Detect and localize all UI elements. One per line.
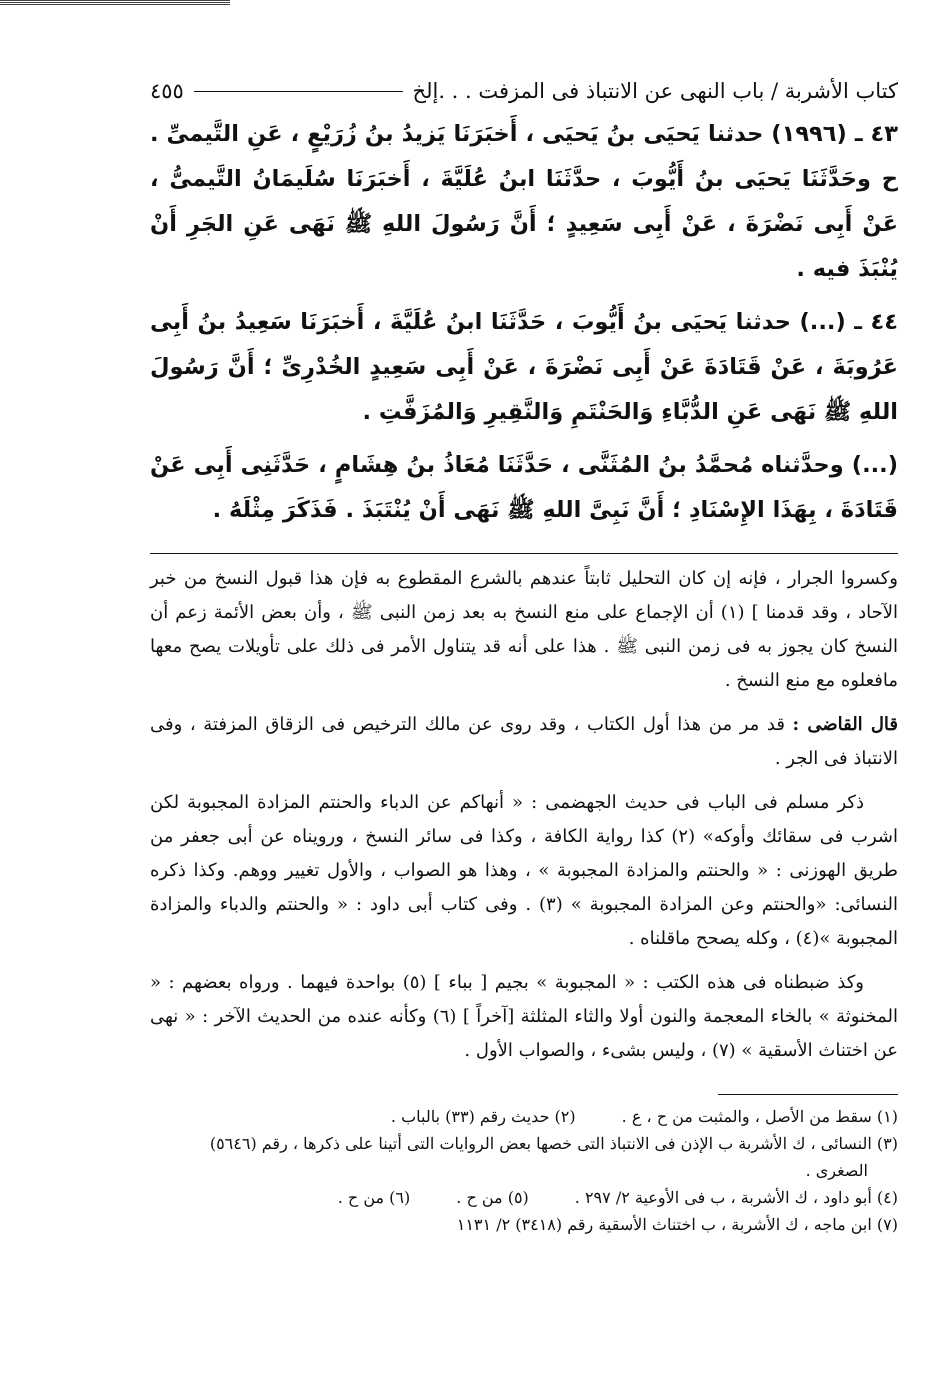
commentary-paragraph-2 — [150, 708, 898, 776]
footnote-3-continuation: الصغرى . — [805, 1161, 868, 1180]
footnotes — [150, 1103, 898, 1238]
commentary-paragraph-3: ذكر مسلم فى الباب فى حديث الجهضمى : « أنهاكم عن الدباء والحنتم المزادة المجبوبة لكن اشرب فى سقائك وأوكه» (٢) كذا رواية الكافة ، وكذا فى سائر النسخ ، ورويناه عن أبى جعفر من طريق الهوزنى : « والحنتم والمزادة المجبوبة » ، وهذا هو الصواب ، والأول تغيير ووهم. وكذا ذكره النسائى: «والحنتم وعن المزادة المجبوبة » (٣) . وفى كتاب أبى داود : « والحنتم والدباء والمزادة المجبوبة »(٤) ، وكله يصحح ماقلناه . — [150, 792, 898, 949]
footnote-2: (٢) حديث رقم (٣٣) بالباب . — [390, 1107, 576, 1126]
running-header — [150, 70, 898, 112]
page-number: ٤٥٥ — [150, 79, 184, 103]
commentary-section — [150, 562, 898, 1068]
hadith-section — [150, 112, 898, 533]
hadith-44-variant: (...) وحدَّثناه مُحمَّدُ بنُ المُثَنَّى ، حَدَّثَنَا مُعَاذُ بنُ هِشَامٍ ، حَدَّثَنِى أَبِى عَنْ قَتَادَةَ ، بِهَذَا الإِسْنَادِ ؛ أَنَّ نَبِىَّ اللهِ ﷺ نَهَى أَنْ يُنْتَبَذَ . فَذَكَرَ مِثْلَهُ . — [150, 452, 898, 523]
book-page — [150, 70, 898, 1366]
footnote-3: (٣) النسائى ، ك الأشربة ب الإذن فى الانتباذ التى خصها بعض الروايات التى أتينا على ذكرها ، رقم (٥٦٤٦) — [209, 1134, 898, 1153]
commentary-paragraph-2-text: قد مر من هذا أول الكتاب ، وقد روى عن مالك الترخيص فى الزقاق المزفتة ، وفى الانتباذ فى الجر . — [150, 714, 898, 769]
qadi-label: قال القاضى : — [792, 714, 898, 735]
hadith-43: ٤٣ ـ (١٩٩٦) حدثنا يَحيَى بنُ يَحيَى ، أَخبَرَنَا يَزيدُ بنُ زُرَيْعٍ ، عَنِ التَّيمىِّ . ح وحَدَّثَنَا يَحيَى بنُ أَيُّوبَ ، حدَّثَنَا ابنُ عُلَيَّةَ ، أَخبَرَنَا سُلَيمَانُ التَّيمىُّ ، عَنْ أَبِى نَضْرَةَ ، عَنْ أَبِى سَعِيدٍ ؛ أَنَّ رَسُولَ اللهِ ﷺ نَهَى عَنِ الجَرِ أَنْ يُنْبَذَ فيه . — [150, 121, 898, 282]
scan-edge-lines — [0, 0, 230, 6]
footnote-divider — [718, 1094, 898, 1095]
footnote-6: (٦) من ح . — [337, 1188, 411, 1207]
header-rule — [194, 91, 403, 92]
footnote-row — [150, 1103, 898, 1130]
running-title: كتاب الأشربة / باب النهى عن الانتباذ فى المزفت . . .إلخ — [412, 79, 898, 103]
footnote-1: (١) سقط من الأصل ، والمثبت من ح ، ع . — [621, 1107, 898, 1126]
footnote-row — [150, 1184, 898, 1211]
footnote-4: (٤) أبو داود ، ك الأشربة ، ب فى الأوعية ٢/ ٢٩٧ . — [574, 1188, 898, 1207]
section-divider — [150, 553, 898, 554]
footnote-5: (٥) من ح . — [456, 1188, 529, 1207]
commentary-paragraph-4: وكذ ضبطناه فى هذه الكتب : « المجبوبة » بجيم [ بباء ] (٥) بواحدة فيهما . ورواه بعضهم : « المخنوثة » بالخاء المعجمة والنون أولا والثاء المثلثة [آخراً ] (٦) وكأنه عنده من الحديث الآخر : « نهى عن اختناث الأسقية » (٧) ، وليس بشىء ، والصواب الأول . — [150, 972, 898, 1061]
footnote-7: (٧) ابن ماجه ، ك الأشربة ، ب اختناث الأسقية رقم (٣٤١٨) ٢/ ١١٣١ — [456, 1215, 898, 1234]
hadith-44: ٤٤ ـ (...) حدثنا يَحيَى بنُ أَيُّوبَ ، حَدَّثَنَا ابنُ عُلَيَّةَ ، أَخبَرَنَا سَعِيدُ بنُ أَبِى عَرُوبَةَ ، عَنْ قَتَادَةَ عَنْ أَبِى نَضْرَةَ ، عَنْ أَبِى سَعِيدٍ الخُدْرِىِّ ؛ أَنَّ رَسُولَ اللهِ ﷺ نَهَى عَنِ الدُّبَّاءِ وَالحَنْتَمِ وَالنَّقِيرِ وَالمُزَفَّتِ . — [150, 309, 898, 425]
commentary-paragraph-1: وكسروا الجرار ، فإنه إن كان التحليل ثابتاً عندهم بالشرع المقطوع به فإن هذا قبول النسخ من خبر الآحاد ، وقد قدمنا ] (١) أن الإجماع على منع النسخ به بعد زمن النبى ﷺ ، وأن بعض الأئمة زعم أن النسخ كان يجوز به فى زمن النبى ﷺ . هذا على أنه قد يتناول الأمر فى ذلك على تأويلات يصح معها مافعلوه مع منع النسخ . — [150, 568, 898, 691]
